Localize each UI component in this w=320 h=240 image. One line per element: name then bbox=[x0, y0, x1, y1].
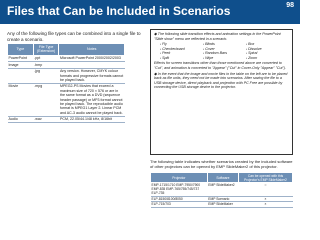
cell-projector: ELP-715/703 bbox=[151, 202, 208, 208]
cell-extension: .bmp bbox=[33, 62, 59, 68]
cell-type: Image bbox=[8, 62, 34, 68]
bullet-icon: ◆ bbox=[154, 71, 158, 76]
cell-software: EMP Scenario bbox=[207, 196, 238, 202]
cell-notes: Any version. However, CMYK colour formats and progressive formats cannot be played back. bbox=[59, 69, 124, 82]
cell-compatibility: × bbox=[239, 202, 293, 208]
effect-item: • Spiral bbox=[246, 51, 289, 56]
cell-notes: MPEG2-PS Movies that exceed a maximum size of 720 × 576 or are in the same format as a DVD (sequence header passage) or MP3 format cannot be played back. The reproducible audio format is MPEG1 Layer 2. Linear PCM and AC-3 audio cannot be played back. bbox=[59, 84, 123, 115]
table-row bbox=[151, 202, 293, 208]
table-row bbox=[8, 116, 125, 122]
cell-type: Audio bbox=[8, 116, 34, 122]
effect-item: • Wipe bbox=[203, 56, 246, 61]
effect-item: • Blinds bbox=[203, 42, 246, 47]
table-row bbox=[151, 183, 293, 197]
column-header-type: Type bbox=[8, 44, 34, 56]
effect-item: • Checkerboard bbox=[160, 47, 203, 52]
note-box bbox=[150, 29, 293, 155]
table-row bbox=[8, 68, 125, 83]
page-title: Files that Can be Included in Scenarios bbox=[7, 4, 231, 18]
note-bullet-2: In the event that the image and movie files in the table on the left are to be placed back as file units, they need not be made into scenarios. After saving the file to a USB storage device, direct playback and projection with PC Free are possible by connecting the USB storage device to the projector. bbox=[154, 71, 288, 90]
effect-item: • Random Bars bbox=[203, 51, 246, 56]
cell-type: Movie bbox=[8, 83, 34, 116]
effect-item: • Box bbox=[246, 42, 289, 47]
cell-extension: .mpg bbox=[33, 83, 59, 116]
effects-list bbox=[160, 42, 289, 60]
cell-compatibility: ○ bbox=[239, 183, 293, 197]
cell-type bbox=[8, 68, 34, 83]
cell-projector: ELP-8150/8100/8050 bbox=[151, 196, 208, 202]
effect-item: • Cover bbox=[203, 47, 246, 52]
column-header-compatibility: Can be opened with this Projector's EMP SlideMaker2 bbox=[239, 173, 293, 183]
cell-projector: EMP-1715/1710 EMP-7950/7900 EMP-835 EMP-765/755/745/737 ELP-735 bbox=[151, 183, 208, 197]
note-intro: The following slide transition effects and animation settings in the PowerPoint "Slide show" menu are reflected in a scenario. bbox=[154, 32, 281, 41]
column-header-extension: File Type (Extension) bbox=[33, 44, 59, 56]
cell-notes: Microsoft PowerPoint 2000/2002/2003 bbox=[59, 55, 125, 61]
projector-table-intro: The following table indicates whether scenarios created by the included software of other projectors can be opened by EMP SlideMaker2 of this projector. bbox=[150, 159, 293, 169]
table-row bbox=[8, 83, 125, 116]
file-types-table bbox=[7, 43, 125, 123]
column-header-software: Software bbox=[207, 173, 238, 183]
cell-extension: .jpg bbox=[33, 68, 59, 83]
column-header-projector: Projector bbox=[151, 173, 208, 183]
effect-item: • Peek bbox=[160, 51, 203, 56]
cell-compatibility: × bbox=[239, 196, 293, 202]
cell-software: EMP SlideMaker2 bbox=[207, 183, 238, 197]
effect-item: • Split bbox=[160, 56, 203, 61]
effect-item: • Dissolve bbox=[246, 47, 289, 52]
cell-type: PowerPoint bbox=[8, 55, 34, 61]
cell-software: EMP SlideMaker bbox=[207, 202, 238, 208]
cell-notes: PCM, 22.05/44.1/48 kHz, 8/16bit bbox=[59, 116, 125, 122]
cell-extension: .ppt bbox=[33, 55, 59, 61]
effect-item: • Zoom bbox=[246, 56, 289, 61]
intro-text: Any of the following file types can be combined into a single file to create a scenario. bbox=[7, 31, 141, 42]
projector-table bbox=[150, 172, 293, 208]
page-number: 98 bbox=[286, 2, 294, 9]
cell-extension: .wav bbox=[33, 116, 59, 122]
column-header-notes: Notes bbox=[59, 44, 125, 56]
header-bar bbox=[0, 0, 300, 24]
effects-note: Effects for screen transitions other than those mentioned above are converted to "Cut", and animation is converted to "Appear" ("Cut" in Cover-Only "Appear" "Cut"). bbox=[154, 61, 286, 70]
bullet-icon: ◆ bbox=[154, 32, 158, 36]
effect-item: • Fly bbox=[160, 42, 203, 47]
